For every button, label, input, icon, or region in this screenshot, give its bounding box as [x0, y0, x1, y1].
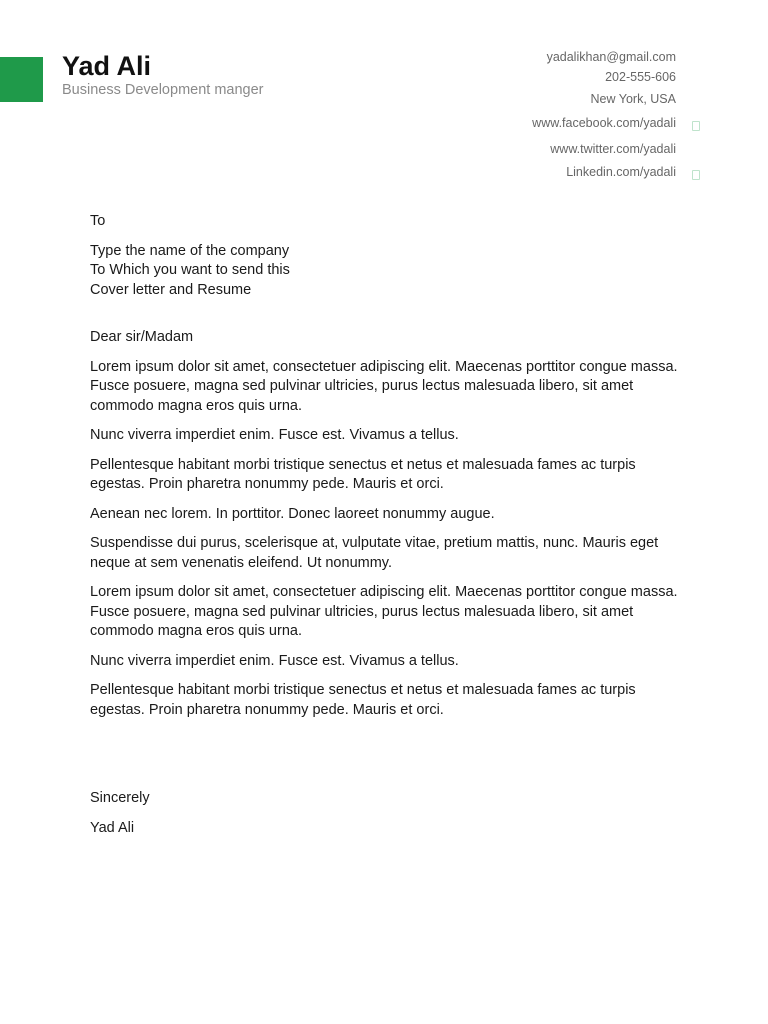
- contact-linkedin[interactable]: Linkedin.com/yadali: [566, 165, 676, 179]
- letter-paragraph: Nunc viverra imperdiet enim. Fusce est. Vivamus a tellus.: [90, 652, 459, 669]
- address-line: Cover letter and Resume: [90, 281, 252, 298]
- linkedin-icon: [692, 170, 700, 180]
- facebook-icon: [692, 121, 700, 131]
- letter-to: To: [90, 213, 106, 229]
- letter-closing: Sincerely: [90, 790, 150, 806]
- letter-signature: Yad Ali: [90, 819, 135, 836]
- letter-paragraph: Aenean nec lorem. In porttitor. Donec laoreet nonummy augue.: [90, 505, 495, 522]
- contact-location: New York, USA: [590, 92, 676, 106]
- letter-paragraph: Lorem ipsum dolor sit amet, consectetuer adipiscing elit. Maecenas porttitor congue massa. Fusce posuere, magna sed pulvinar ultricies, purus lectus malesuada libero, sit amet commodo magna eros quis urna.: [90, 358, 678, 414]
- recipient-address: [90, 242, 680, 301]
- applicant-name: Yad Ali: [62, 51, 152, 81]
- contact-email[interactable]: yadalikhan@gmail.com: [546, 50, 676, 64]
- letter-paragraph: Pellentesque habitant morbi tristique senectus et netus et malesuada fames ac turpis egestas. Proin pharetra nonummy pede. Mauris et orci.: [90, 682, 636, 718]
- contact-phone: 202-555-606: [605, 70, 676, 84]
- letter-paragraph: Suspendisse dui purus, scelerisque at, vulputate vitae, pretium mattis, nunc. Mauris eget neque at sem venenatis eleifend. Ut nonummy.: [90, 535, 659, 571]
- letter-body: [90, 212, 680, 838]
- header-accent-block: [0, 57, 43, 102]
- letter-greeting: Dear sir/Madam: [90, 329, 194, 345]
- letter-paragraph: Nunc viverra imperdiet enim. Fusce est. Vivamus a tellus.: [90, 427, 459, 443]
- address-line: Type the name of the company: [90, 242, 290, 259]
- letter-paragraph: Pellentesque habitant morbi tristique senectus et netus et malesuada fames ac turpis egestas. Proin pharetra nonummy pede. Mauris et orci.: [90, 456, 636, 492]
- contact-facebook[interactable]: www.facebook.com/yadali: [532, 116, 676, 130]
- applicant-job-title: Business Development manger: [62, 82, 264, 98]
- address-line: To Which you want to send this: [90, 262, 290, 278]
- letter-paragraph: Lorem ipsum dolor sit amet, consectetuer adipiscing elit. Maecenas porttitor congue massa. Fusce posuere, magna sed pulvinar ultricies, purus lectus malesuada libero, sit amet commodo magna eros quis urna.: [90, 584, 678, 639]
- contact-twitter[interactable]: www.twitter.com/yadali: [550, 142, 676, 156]
